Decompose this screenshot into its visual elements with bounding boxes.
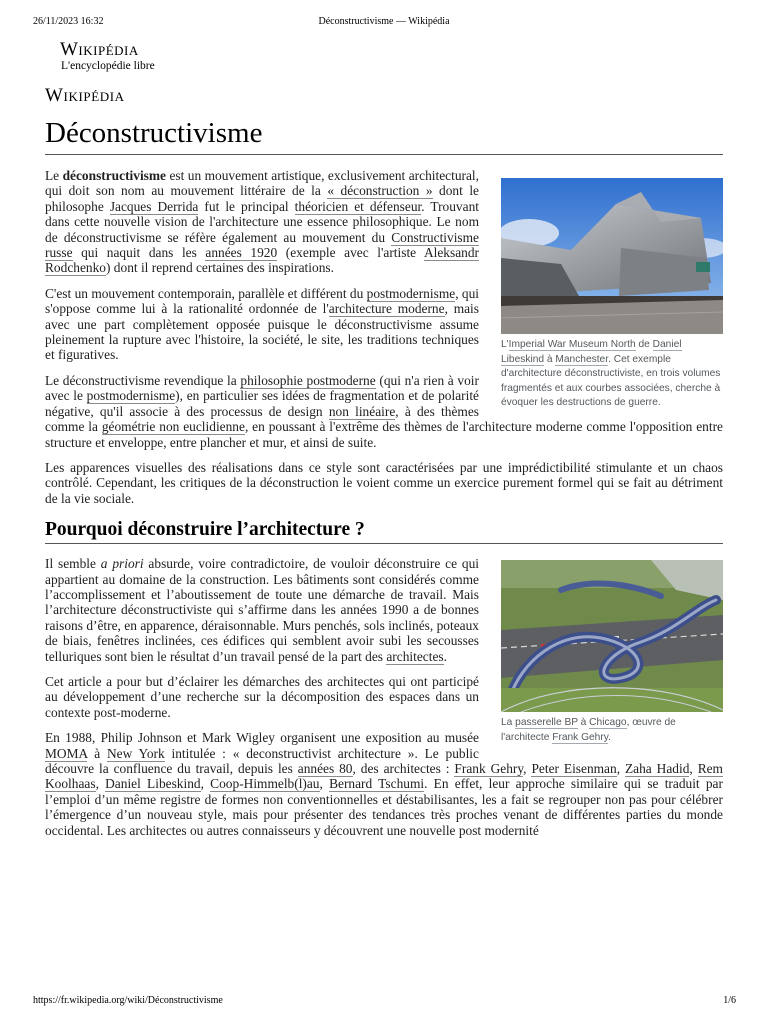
- logo-wordmark: Wikipédia: [60, 39, 139, 60]
- bp-bridge-image[interactable]: [501, 560, 723, 712]
- link-theoricien-defenseur[interactable]: théoricien et défenseur: [294, 198, 422, 214]
- print-doc-title: Déconstructivisme — Wikipédia: [318, 16, 450, 27]
- link-daniel-libeskind[interactable]: Daniel Libeskind: [501, 339, 682, 365]
- link-annees-1920[interactable]: années 1920: [205, 245, 278, 261]
- link-jacques-derrida[interactable]: Jacques Derrida: [109, 198, 199, 214]
- link-frank-gehry[interactable]: Frank Gehry: [454, 761, 524, 776]
- section-title-pourquoi: Pourquoi déconstruire l’architecture ?: [45, 518, 723, 544]
- paragraph-postmodernism: C'est un mouvement contemporain, parallèle et différent du postmodernisme, qui s'oppose comme lui à la rationalité ordonnée de l'architecture moderne, mais avec une part complètement opposée puisque le déconstructivisme assume pleinement la rupture avec l'histoire, la société, le site, les traditions techniques et figuratives.: [45, 285, 480, 363]
- link-constructivisme-russe[interactable]: Constructivisme russe: [45, 229, 479, 261]
- logo-tagline: L'encyclopédie libre: [61, 60, 155, 72]
- paragraph-philosophy: Le déconstructivisme revendique la philosophie postmoderne (qui n'a rien à voir avec le postmodernisme), en particulier ses idées de fragmentation et de polarité négative, qu'il associe à des processus de design non linéaire, à des thèmes comme la géométrie non euclidienne, en poussant à l'extrême des thèmes de l'architecture moderne comme l'opposition entre structure et enveloppe, entre plancher et mur, et ainsi de suite.: [45, 372, 723, 450]
- link-zaha-hadid[interactable]: Zaha Hadid: [624, 761, 690, 776]
- figure-bp-bridge: [501, 560, 723, 745]
- paragraph-a-priori: Il semble a priori absurde, voire contradictoire, de vouloir déconstruire ce qui appartient au domaine de la construction. Les bâtiments sont considérés comme l’accomplissement et l’aboutissement de toute une démarche de travail. Mais l’architecture déconstructiviste qui s’affirme dans les années 1990 a de bonnes raisons d’être, en apparence, déraisonnable. Murs penchés, sols inclinés, poteaux de biais, fenêtres inclinées, ces édifices qui semblent avoir subi les secousses telluriques sont bien le résultat d’un travail pensé de la part des architectes.: [45, 556, 480, 664]
- paragraph-appearance: Les apparences visuelles des réalisations dans ce style sont caractérisées par une imprédictibilité stimulante et un chaos contrôlé. Cependant, les critiques de la déconstruction le voient comme un exercice purement formel qui se fait au détriment de la vie sociale.: [45, 459, 723, 506]
- link-postmodernisme-2[interactable]: postmodernisme: [86, 388, 176, 404]
- link-philosophie-postmoderne[interactable]: philosophie postmoderne: [240, 372, 376, 388]
- page-title: Déconstructivisme: [45, 116, 723, 155]
- print-url: https://fr.wikipedia.org/wiki/Déconstructivisme: [33, 995, 223, 1006]
- paragraph-article-purpose: Cet article a pour but d’éclairer les démarches des architectes qui ont participé au développement d’une recherche sur la décomposition des espaces dans un contexte post-moderne.: [45, 673, 479, 720]
- link-rem-koolhaas[interactable]: Rem Koolhaas: [45, 761, 723, 792]
- link-geometrie-non-euclidienne[interactable]: géométrie non euclidienne: [101, 419, 245, 435]
- link-bernard-tschumi[interactable]: Bernard Tschumi: [329, 776, 425, 792]
- link-annees-80[interactable]: années 80: [297, 761, 353, 776]
- figure-imperial-war-museum: [501, 178, 723, 411]
- print-header: [0, 16, 768, 30]
- link-non-lineaire[interactable]: non linéaire: [328, 403, 396, 419]
- link-frank-gehry-caption[interactable]: Frank Gehry: [552, 731, 609, 743]
- article-content: [45, 168, 723, 848]
- link-peter-eisenman[interactable]: Peter Eisenman: [531, 761, 617, 776]
- print-datetime: 26/11/2023 16:32: [33, 16, 104, 27]
- link-manchester[interactable]: Manchester: [555, 353, 609, 365]
- link-daniel-libeskind-2[interactable]: Daniel Libeskind: [105, 776, 201, 792]
- paragraph-intro: Le déconstructivisme est un mouvement artistique, exclusivement architectural, qui doit son nom au mouvement littéraire de la « déconstruction » dont le philosophe Jacques Derrida fut le principal théoricien et défenseur. Trouvant dans cette nouvelle vision de l'architecture une essence philosophique. Le nom de déconstructivisme se réfère également au mouvement du Constructivisme russe qui naquit dans les années 1920 (exemple avec l'artiste Aleksandr Rodchenko) dont il reprend certaines des inspirations.: [45, 168, 479, 276]
- link-aleksandr-rodchenko[interactable]: Aleksandr Rodchenko: [45, 245, 479, 276]
- figure1-caption: L'Imperial War Museum North de Daniel Libeskind à Manchester. Cet exemple d'architecture déconstructiviste, en trois volumes fragmentés et aux courbes associées, cherche à évoquer les destructions de guerre.: [501, 339, 721, 409]
- link-new-york[interactable]: New York: [106, 745, 165, 761]
- paragraph-exhibition-1988: En 1988, Philip Johnson et Mark Wigley organisent une exposition au musée MOMA à New York intitulée : « deconstructivist architecture ». Le public découvre la confluence du travail, depuis les années 80, des architectes : Frank Gehry, Peter Eisenman, Zaha Hadid, Rem Koolhaas, Daniel Libeskind, Coop-Himmelb(l)au, Bernard Tschumi. En effet, leur approche similaire qui se traduit par l’emploi d’un même registre de formes non conventionnelles et déstabilisantes, les a fait se regrouper non pas pour célébrer l’émergence d’un nouveau style, mais pour présenter des tendances très proches venant de différentes parties du monde occidental. Les architectes ou autres connaisseurs y découvrent une nouvelle post modernité: [45, 730, 723, 838]
- wikipedia-logo[interactable]: [60, 40, 220, 73]
- figure2-caption: La passerelle BP à Chicago, œuvre de l'architecte Frank Gehry.: [501, 717, 676, 743]
- link-architectes[interactable]: architectes: [386, 648, 444, 664]
- link-postmodernisme[interactable]: postmodernisme: [366, 285, 456, 301]
- link-deconstruction[interactable]: « déconstruction »: [327, 183, 433, 199]
- link-chicago[interactable]: Chicago: [589, 717, 627, 729]
- logo-wordmark-secondary: Wikipédia: [45, 85, 125, 106]
- link-passerelle-bp[interactable]: passerelle BP: [515, 717, 578, 729]
- link-moma[interactable]: MOMA: [45, 745, 88, 761]
- print-page-number: 1/6: [723, 995, 736, 1006]
- imperial-war-museum-image[interactable]: [501, 178, 723, 334]
- link-imperial-war-museum[interactable]: Imperial War Museum North: [508, 339, 636, 350]
- print-footer: [0, 995, 768, 1009]
- link-architecture-moderne[interactable]: architecture moderne: [328, 301, 445, 317]
- link-coop-himmelblau[interactable]: Coop-Himmelb(l)au: [210, 776, 320, 792]
